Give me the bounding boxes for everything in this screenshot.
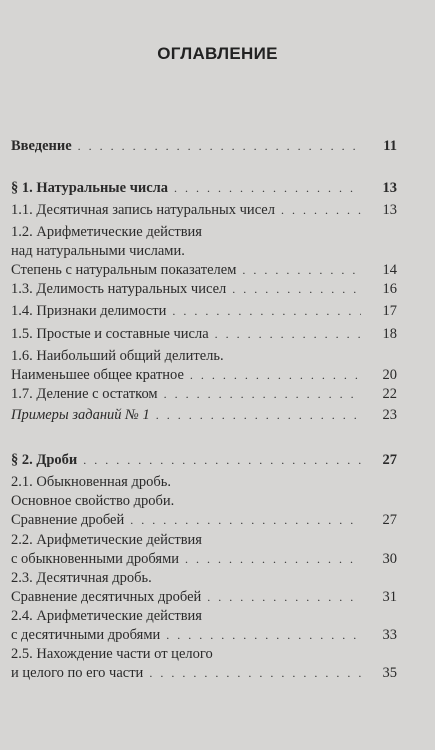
toc-entry-title: § 2. Дроби bbox=[11, 452, 78, 468]
toc-entry[interactable] bbox=[11, 137, 397, 156]
toc-entry-line: 1.6. Наибольший общий делитель. bbox=[11, 348, 224, 364]
toc-entry-title: 1.5. Простые и составные числа bbox=[11, 326, 209, 342]
toc-entry[interactable] bbox=[11, 385, 397, 404]
toc-page-number: 14 bbox=[382, 262, 397, 278]
toc-page-number: 16 bbox=[382, 281, 397, 297]
toc-page-number: 20 bbox=[382, 367, 397, 383]
dot-leader bbox=[174, 179, 361, 198]
toc-page-number: 17 bbox=[382, 303, 397, 319]
page-title: ОГЛАВЛЕНИЕ bbox=[157, 44, 278, 63]
toc-entry-line: 2.5. Нахождение части от целого bbox=[11, 646, 213, 662]
toc-entry[interactable] bbox=[11, 406, 397, 425]
toc-page-number: 33 bbox=[382, 627, 397, 643]
dot-leader bbox=[149, 664, 361, 683]
toc-entry[interactable] bbox=[11, 569, 397, 607]
toc-entry-title: 1.3. Делимость натуральных чисел bbox=[11, 281, 227, 297]
dot-leader bbox=[190, 366, 361, 385]
toc-entry[interactable] bbox=[11, 302, 397, 321]
toc-page-number: 11 bbox=[383, 138, 397, 154]
dot-leader bbox=[172, 302, 361, 321]
toc-entry-title: Введение bbox=[11, 138, 72, 154]
toc-entry-title: Степень с натуральным показателем bbox=[11, 262, 237, 278]
toc-entry[interactable] bbox=[11, 280, 397, 299]
dot-leader bbox=[281, 201, 361, 220]
toc-page-number: 23 bbox=[382, 407, 397, 423]
dot-leader bbox=[207, 588, 361, 607]
toc-entry-title: 1.7. Деление с остатком bbox=[11, 386, 158, 402]
toc-entry-line: 1.2. Арифметические действия bbox=[11, 224, 202, 240]
toc-entry[interactable] bbox=[11, 179, 397, 198]
toc-entry-line: над натуральными числами. bbox=[11, 243, 185, 259]
dot-leader bbox=[232, 280, 361, 299]
toc-page-number: 22 bbox=[382, 386, 397, 402]
toc-entry-title: Примеры заданий № 1 bbox=[11, 407, 150, 423]
toc-entry-title: § 1. Натуральные числа bbox=[11, 180, 169, 196]
dot-leader bbox=[78, 137, 361, 156]
toc-entry-title: с обыкновенными дробями bbox=[11, 551, 180, 567]
dot-leader bbox=[215, 325, 361, 344]
toc-entry[interactable] bbox=[11, 325, 397, 344]
toc-page-number: 27 bbox=[382, 512, 397, 528]
toc-entry-title: с десятичными дробями bbox=[11, 627, 161, 643]
dot-leader bbox=[185, 550, 361, 569]
toc-page-number: 30 bbox=[382, 551, 397, 567]
toc-entry-line: Основное свойство дроби. bbox=[11, 493, 175, 509]
dot-leader bbox=[130, 511, 361, 530]
toc-entry[interactable] bbox=[11, 607, 397, 645]
toc-page-number: 31 bbox=[382, 589, 397, 605]
toc-entry[interactable] bbox=[11, 223, 397, 280]
dot-leader bbox=[156, 406, 361, 425]
toc-entry-title: и целого по его части bbox=[11, 665, 144, 681]
dot-leader bbox=[83, 451, 361, 470]
toc-page-number: 13 bbox=[382, 180, 397, 196]
dot-leader bbox=[166, 626, 361, 645]
toc-entry-line: 2.1. Обыкновенная дробь. bbox=[11, 474, 171, 490]
toc-entry[interactable] bbox=[11, 531, 397, 569]
dot-leader bbox=[164, 385, 361, 404]
toc-entry[interactable] bbox=[11, 645, 397, 683]
dot-leader bbox=[242, 261, 361, 280]
toc-page-number: 18 bbox=[382, 326, 397, 342]
toc-page-number: 35 bbox=[382, 665, 397, 681]
toc-entry-title: 1.4. Признаки делимости bbox=[11, 303, 167, 319]
toc-page-number: 27 bbox=[382, 452, 397, 468]
toc-page-number: 13 bbox=[382, 202, 397, 218]
toc-entry-title: Сравнение дробей bbox=[11, 512, 125, 528]
toc-entry[interactable] bbox=[11, 201, 397, 220]
toc-entry-title: Сравнение десятичных дробей bbox=[11, 589, 202, 605]
toc-entry[interactable] bbox=[11, 451, 397, 470]
toc-entry-line: 2.2. Арифметические действия bbox=[11, 532, 202, 548]
toc-entry-line: 2.4. Арифметические действия bbox=[11, 608, 202, 624]
toc-entry-line: 2.3. Десятичная дробь. bbox=[11, 570, 152, 586]
toc-entry-title: Наименьшее общее кратное bbox=[11, 367, 184, 383]
toc-entry-title: 1.1. Десятичная запись натуральных чисел bbox=[11, 202, 275, 218]
toc-entry[interactable] bbox=[11, 347, 397, 385]
toc-entry[interactable] bbox=[11, 473, 397, 530]
